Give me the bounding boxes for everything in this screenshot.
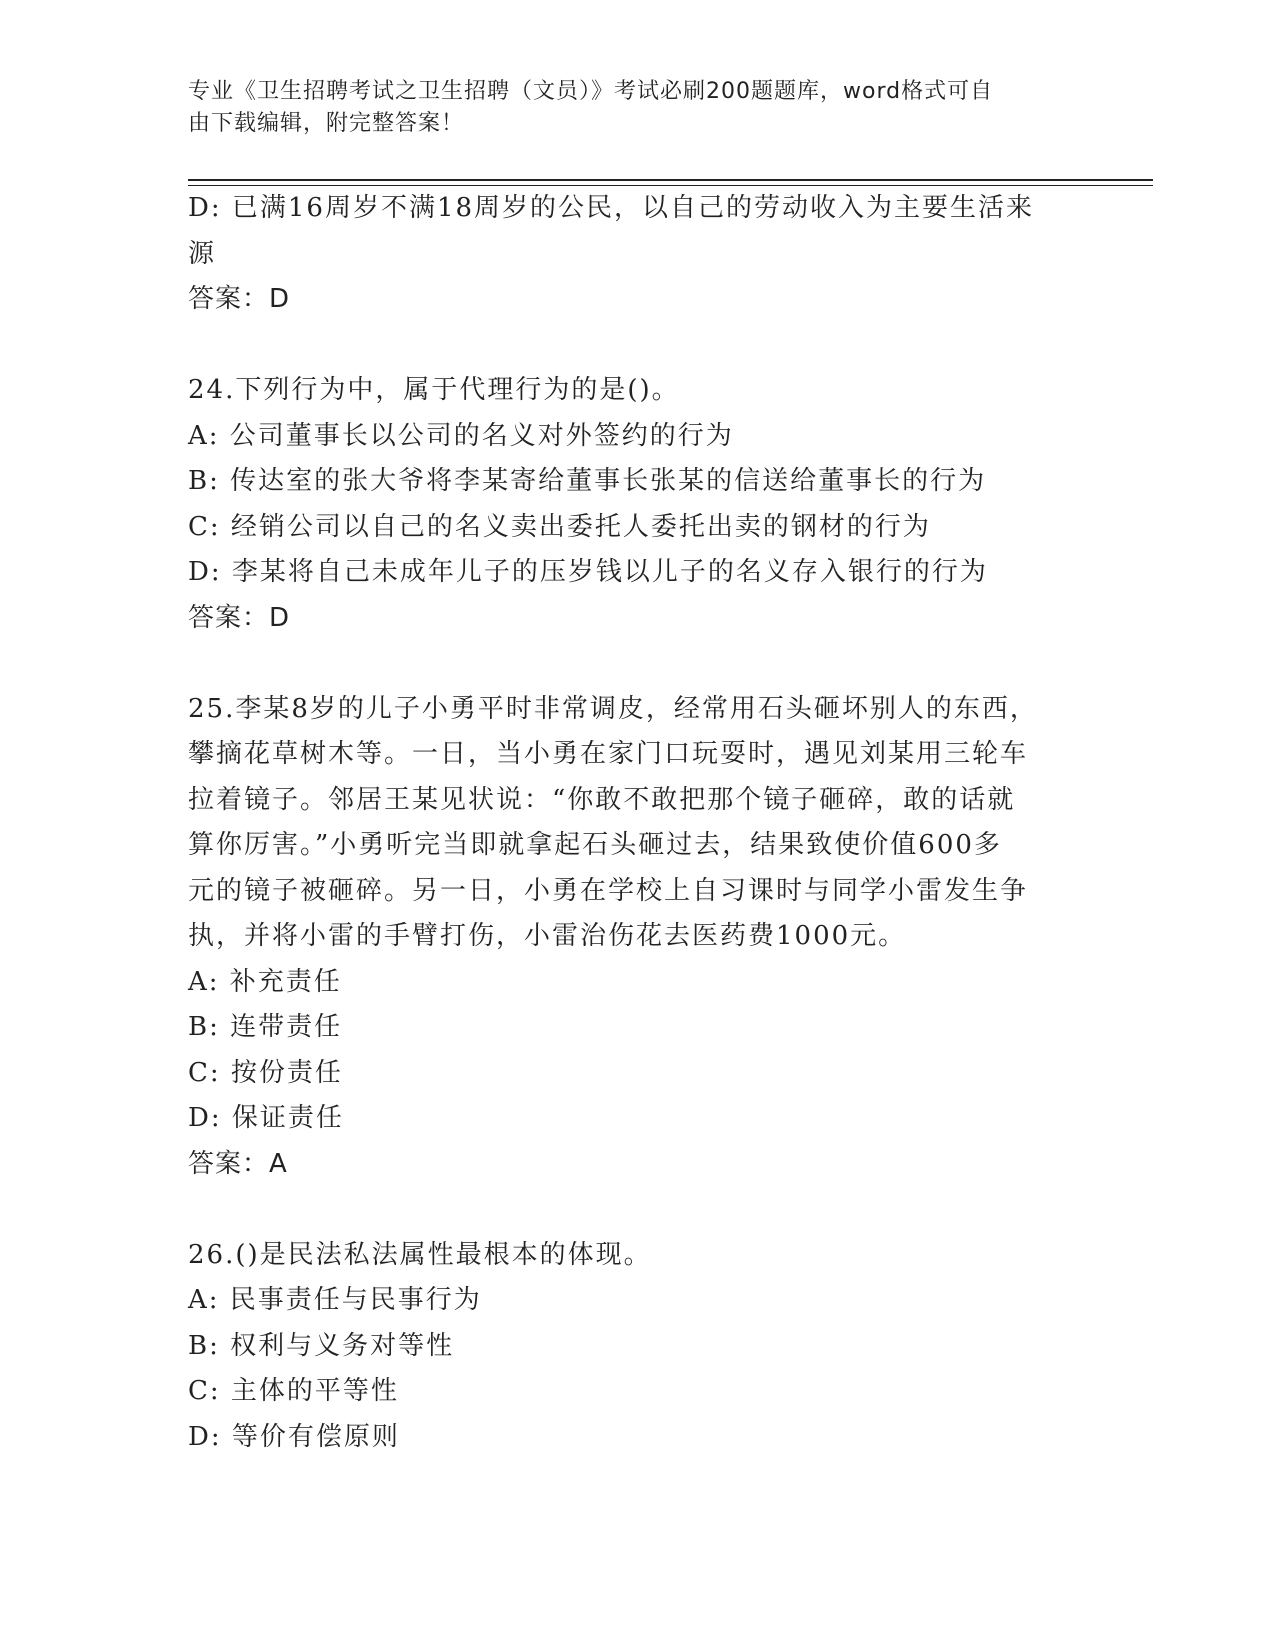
q26-option-c: C: 主体的平等性 <box>188 1376 399 1406</box>
header-title-line-2: 由下载编辑，附完整答案！ <box>188 111 465 136</box>
q24-option-d: D: 李某将自己未成年儿子的压岁钱以儿子的名义存入银行的行为 <box>188 557 988 587</box>
spacer <box>188 1187 1078 1233</box>
header-title-line-1: 专业《卫生招聘考试之卫生招聘（文员）》考试必刷200题题库，word格式可自 <box>188 79 994 104</box>
q24-stem: 24.下列行为中，属于代理行为的是()。 <box>188 375 680 405</box>
spacer <box>188 641 1078 687</box>
q24-option-a: A: 公司董事长以公司的名义对外签约的行为 <box>188 420 734 451</box>
q25-stem-line-6: 执，并将小雷的手臂打伤，小雷治伤花去医药费1000元。 <box>188 921 907 951</box>
q26-option-b: B: 权利与义务对等性 <box>188 1330 455 1361</box>
document-header <box>188 76 1068 140</box>
q25-stem-line-5: 元的镜子被砸碎。另一日，小勇在学校上自习课时与同学小雷发生争 <box>188 875 1029 906</box>
q26-stem: 26.()是民法私法属性最根本的体现。 <box>188 1239 652 1270</box>
q24-answer: 答案：D <box>188 602 291 633</box>
document-body <box>188 186 1078 1460</box>
q25-stem-line-2: 攀摘花草树木等。一日，当小勇在家门口玩耍时，遇见刘某用三轮车 <box>188 739 1029 769</box>
q25-answer: 答案：A <box>188 1148 288 1179</box>
q25-option-d: D: 保证责任 <box>188 1103 344 1133</box>
q26-option-d: D: 等价有偿原则 <box>188 1421 400 1452</box>
q23-option-d-line-2: 源 <box>188 238 217 269</box>
question-24 <box>188 368 1078 641</box>
q25-option-b: B: 连带责任 <box>188 1012 343 1042</box>
header-divider-thick <box>188 179 1153 181</box>
q23-answer: 答案：D <box>188 284 291 314</box>
q25-stem-line-1: 25.李某8岁的儿子小勇平时非常调皮，经常用石头砸坏别人的东西， <box>188 693 1038 724</box>
q24-option-c: C: 经销公司以自己的名义卖出委托人委托出卖的钢材的行为 <box>188 511 931 542</box>
q26-option-a: A: 民事责任与民事行为 <box>188 1285 482 1315</box>
question-26 <box>188 1233 1078 1461</box>
q25-stem-line-4: 算你厉害。”小勇听完当即就拿起石头砸过去，结果致使价值600多 <box>188 830 1002 860</box>
q23-option-d-line-1: D: 已满16周岁不满18周岁的公民，以自己的劳动收入为主要生活来 <box>188 193 1035 223</box>
question-25 <box>188 687 1078 1188</box>
spacer <box>188 323 1078 369</box>
q25-option-a: A: 补充责任 <box>188 966 342 997</box>
q25-option-c: C: 按份责任 <box>188 1057 343 1088</box>
q25-stem-line-3: 拉着镜子。邻居王某见状说：“你敢不敢把那个镜子砸碎，敢的话就 <box>188 784 1016 815</box>
question-23 <box>188 186 1078 323</box>
q24-option-b: B: 传达室的张大爷将李某寄给董事长张某的信送给董事长的行为 <box>188 466 987 496</box>
